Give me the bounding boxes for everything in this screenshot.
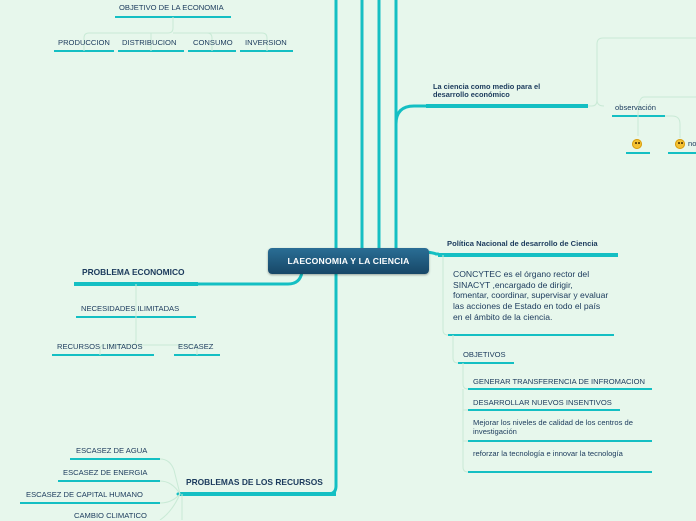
- conn-agua: [160, 459, 180, 494]
- node-objetivos[interactable]: OBJETIVOS: [463, 350, 506, 359]
- node-recursos-limitados[interactable]: RECURSOS LIMITADOS: [57, 342, 143, 351]
- node-observacion[interactable]: observación: [615, 103, 656, 112]
- node-politica[interactable]: Política Nacional de desarrollo de Ciencia: [447, 239, 598, 248]
- node-cambio-climatico[interactable]: CAMBIO CLIMATICO: [74, 511, 147, 520]
- node-concytec[interactable]: CONCYTEC es el órgano rector del SINACYT ,encargado de dirigir, fomentar, coordinar, supervisar y evaluar las acciones de Estado en todo el país en el ámbito de la ciencia.: [453, 269, 609, 322]
- conn-observacion-right: [665, 116, 680, 138]
- node-escasez-capital[interactable]: ESCASEZ DE CAPITAL HUMANO: [26, 490, 143, 499]
- node-produccion[interactable]: PRODUCCION: [58, 38, 110, 47]
- conn-concytec: [443, 255, 448, 335]
- node-escasez-agua[interactable]: ESCASEZ DE AGUA: [76, 446, 148, 455]
- node-partial-label[interactable]: no: [688, 139, 696, 148]
- node-objetivo-3[interactable]: Mejorar los niveles de calidad de los centros de investigación: [473, 418, 633, 436]
- node-objetivo-1[interactable]: GENERAR TRANSFERENCIA DE INFROMACION: [473, 377, 646, 386]
- node-objetivo-2[interactable]: DESARROLLAR NUEVOS INSENTIVOS: [473, 398, 612, 407]
- conn-capital: [160, 494, 180, 503]
- node-necesidades[interactable]: NECESIDADES ILIMITADAS: [81, 304, 180, 313]
- central-node[interactable]: LAECONOMIA Y LA CIENCIA: [268, 248, 429, 274]
- conn-objetivos: [453, 335, 458, 363]
- thinking-emoji-icon: [675, 139, 685, 149]
- conn-ciencia-curve: [597, 100, 604, 106]
- node-escasez[interactable]: ESCASEZ: [178, 342, 214, 351]
- node-distribucion[interactable]: DISTRIBUCION: [122, 38, 177, 47]
- conn-climatico: [160, 494, 180, 520]
- conn-ciencia-up: [588, 38, 696, 106]
- node-inversion[interactable]: INVERSION: [245, 38, 287, 47]
- node-problemas-recursos[interactable]: PROBLEMAS DE LOS RECURSOS: [186, 477, 323, 487]
- connector-ciencia: [396, 106, 426, 250]
- conn-obj-1: [463, 363, 468, 389]
- node-ciencia-line2[interactable]: desarrollo económico: [433, 90, 510, 99]
- node-objetivo-economia[interactable]: OBJETIVO DE LA ECONOMIA: [119, 3, 224, 12]
- smiley-emoji-icon: [632, 139, 642, 149]
- node-objetivo-4[interactable]: reforzar la tecnología e innovar la tecnología: [473, 449, 623, 458]
- node-consumo[interactable]: CONSUMO: [193, 38, 233, 47]
- node-problema-economico[interactable]: PROBLEMA ECONOMICO: [82, 267, 185, 277]
- node-escasez-energia[interactable]: ESCASEZ DE ENERGIA: [63, 468, 148, 477]
- node-ciencia-line1[interactable]: La ciencia como medio para el: [433, 82, 541, 91]
- conn-obj-4: [463, 389, 468, 472]
